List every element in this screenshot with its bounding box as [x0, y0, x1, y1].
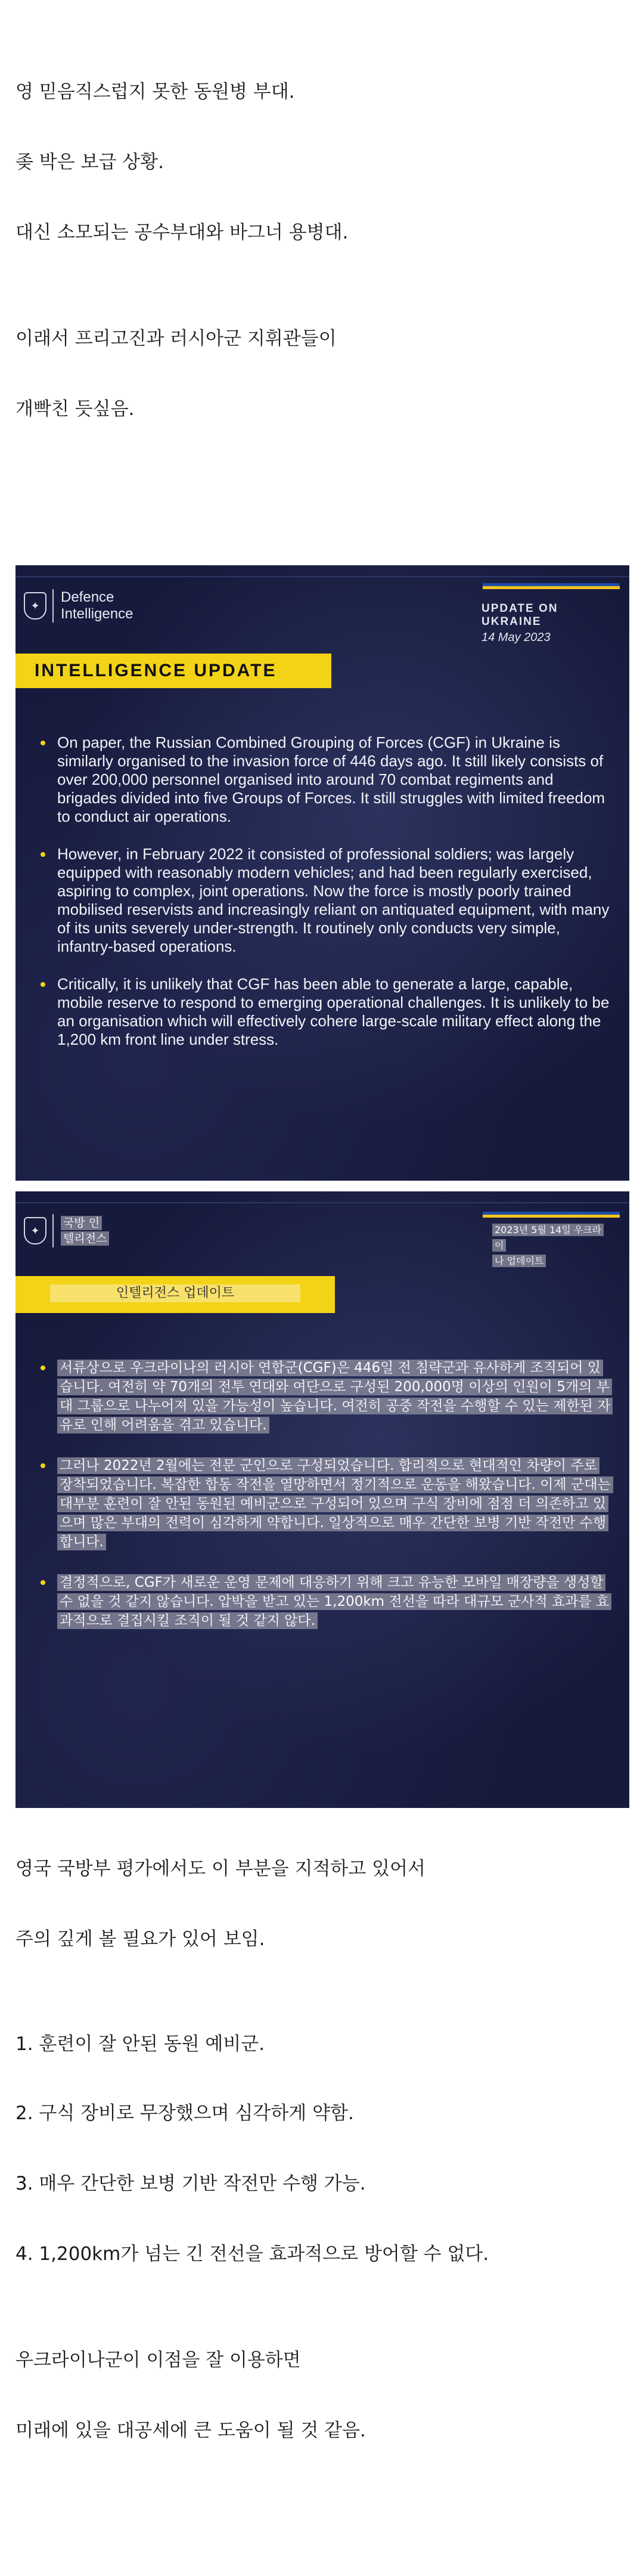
crest-icon: ✦ [24, 592, 46, 620]
bullet-dot-icon [41, 852, 45, 857]
bullet-item [39, 1456, 611, 1552]
bullet-dot-icon [41, 741, 45, 745]
outro-line-1: 영국 국방부 평가에서도 이 부분을 지적하고 있어서 [15, 1858, 425, 1880]
intelligence-update-banner [15, 1276, 335, 1313]
banner-text: 인텔리전스 업데이트 [50, 1284, 300, 1302]
intelligence-update-image-ko [15, 1191, 629, 1808]
card-top-rule [15, 576, 629, 577]
flag-stripe-yellow [483, 586, 620, 589]
logo-text [61, 1215, 109, 1246]
bullet-item [39, 1358, 611, 1435]
update-date: 14 May 2023 [482, 631, 551, 644]
logo-line-1: 국방 인 [61, 1216, 102, 1230]
bullet-text: Critically, it is unlikely that CGF has been able to generate a large, capable, mobile reserve to respond to emerging operational challenges. It is unlikely to be an organisation which will effectively cohere large-scale military effect along the 1,200 km front line under stress. [57, 975, 610, 1048]
defence-intelligence-logo [24, 589, 133, 623]
bullet-list [39, 1358, 611, 1652]
intro-line-2: 좆 박은 보급 상황. [15, 151, 164, 173]
bullet-text: On paper, the Russian Combined Grouping of Forces (CGF) in Ukraine is similarly organised to the invasion force of 446 days ago. It still likely consists of over 200,000 personnel organised into around 70 combat regiments and brigades divided into five Groups of Forces. It still struggles with limited freedom to conduct air operations. [57, 733, 605, 825]
outro-line-2: 주의 깊게 볼 필요가 있어 보임. [15, 1928, 265, 1950]
outro-line-7: 우크라이나군이 이점을 잘 이용하면 [15, 2349, 301, 2371]
intro-line-1: 영 믿음직스럽지 못한 동원병 부대. [15, 81, 295, 103]
outro-line-3: 1. 훈련이 잘 안된 동원 예비군. [15, 2033, 265, 2055]
bullet-dot-icon [41, 982, 45, 987]
bullet-item [39, 1573, 611, 1630]
bullet-item [39, 845, 611, 956]
card-top-rule [15, 1202, 629, 1203]
bullet-text: 결정적으로, CGF가 새로운 운영 문제에 대응하기 위해 크고 유능한 모바일 매장량을 생성할 수 없을 것 같지 않습니다. 압박을 받고 있는 1,200km 전선을 따라 대규모 군사적 효과를 효과적으로 결집시킬 조직이 될 것 같지 않다. [57, 1574, 611, 1629]
update-label [482, 602, 619, 645]
intro-line-5: 개빡친 듯싶음. [15, 398, 135, 420]
crest-icon: ✦ [24, 1217, 46, 1244]
logo-divider [52, 589, 54, 623]
intro-line-3: 대신 소모되는 공수부대와 바그너 용병대. [15, 222, 349, 243]
bullet-list [39, 733, 611, 1068]
logo-line-2: 텔리전스 [61, 1231, 109, 1246]
bullet-text: However, in February 2022 it consisted of professional soldiers; was largely equipped with reasonably modern vehicles; and had been regularly exercised, aspiring to complex, joint operations. Now the force is mostly poorly trained mobilised reservists and increasingly reliant on antiquated equipment, with many of its units severely under-strength. It routinely only conducts very simple, infantry-based operations. [57, 845, 610, 955]
bullet-dot-icon [41, 1366, 45, 1370]
update-title: UPDATE ON UKRAINE [482, 602, 558, 628]
intro-line-4: 이래서 프리고진과 러시아군 지휘관들이 [15, 328, 337, 349]
logo-divider [52, 1214, 54, 1247]
logo-text [61, 589, 133, 623]
outro-line-6: 4. 1,200km가 넘는 긴 전선을 효과적으로 방어할 수 없다. [15, 2243, 489, 2265]
bullet-text: 서류상으로 우크라이나의 러시아 연합군(CGF)은 446일 전 침략군과 유사하게 조직되어 있습니다. 여전히 약 70개의 전투 연대와 여단으로 구성된 200,000명 이상의 인원이 5개의 부대 그룹으로 나누어져 있을 가능성이 높습니다. 여전히 공중 작전을 수행할 수 있는 제한된 자유로 인해 어려움을 겪고 있습니다. [57, 1360, 613, 1433]
outro-line-8: 미래에 있을 대공세에 큰 도움이 될 것 같음. [15, 2420, 366, 2441]
bullet-text: 그러나 2022년 2월에는 전문 군인으로 구성되었습니다. 합리적으로 현대적인 차량이 주로 장착되었습니다. 복잡한 합동 작전을 열망하면서 정기적으로 운동을 해왔습니다. 이제 군대는 대부분 훈련이 잘 안된 동원된 예비군으로 구성되어 있으며 구식 장비에 점점 더 의존하고 있으며 많은 부대의 전력이 심각하게 약합니다. 일상적으로 매우 간단한 보병 기반 작전만 수행합니다. [57, 1457, 613, 1550]
logo-line-2: Intelligence [61, 606, 133, 622]
bullet-dot-icon [41, 1580, 45, 1585]
logo-line-1: Defence [61, 589, 114, 605]
bullet-dot-icon [41, 1463, 45, 1468]
intelligence-update-image-en [15, 565, 629, 1181]
update-label [492, 1222, 611, 1269]
flag-stripe-yellow [483, 1215, 620, 1218]
bullet-item [39, 733, 611, 826]
intelligence-update-banner: INTELLIGENCE UPDATE [15, 654, 331, 688]
outro-line-5: 3. 매우 간단한 보병 기반 작전만 수행 가능. [15, 2173, 366, 2194]
update-title: 2023년 5월 14일 우크라이 [492, 1224, 604, 1252]
update-date: 나 업데이트 [492, 1255, 546, 1267]
outro-line-4: 2. 구식 장비로 무장했으며 심각하게 약함. [15, 2103, 354, 2124]
defence-intelligence-logo [24, 1214, 109, 1247]
bullet-item [39, 975, 611, 1049]
